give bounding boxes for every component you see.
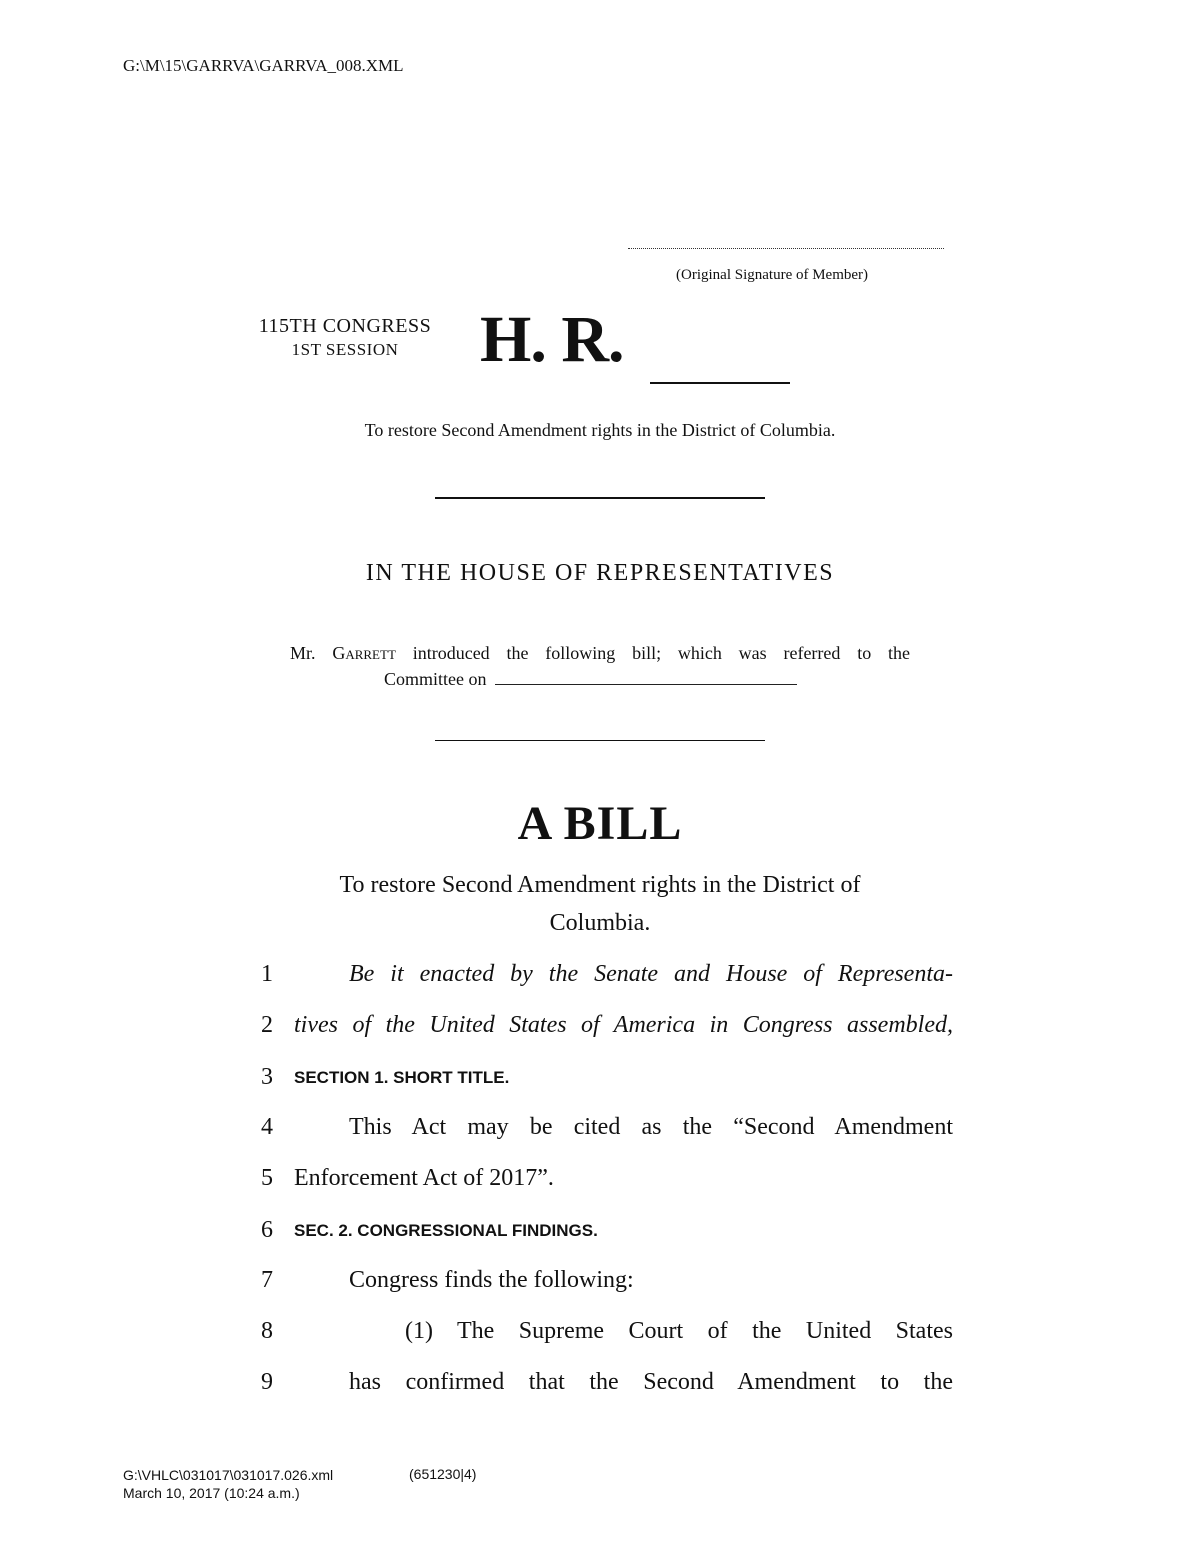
session-label: 1ST SESSION bbox=[291, 340, 399, 359]
enacting-clause-line: tives of the United States of America in Congress assembled, bbox=[294, 1012, 953, 1038]
bill-line bbox=[0, 1217, 1200, 1257]
bill-line bbox=[0, 1012, 1200, 1052]
bill-line bbox=[0, 1318, 1200, 1358]
divider-rule bbox=[435, 740, 765, 741]
introduction-line-1 bbox=[290, 640, 910, 666]
bill-text-line: This Act may be cited as the “Second Amendment bbox=[349, 1114, 953, 1140]
introduction-text bbox=[290, 640, 910, 692]
section-heading: SECTION 1. SHORT TITLE. bbox=[294, 1068, 510, 1087]
bill-line bbox=[0, 1165, 1200, 1205]
introduction-line-2 bbox=[290, 666, 910, 692]
bill-line bbox=[0, 1064, 1200, 1104]
sponsor-name: Garrett bbox=[332, 643, 396, 663]
line-number: 6 bbox=[261, 1217, 273, 1243]
signature-caption: (Original Signature of Member) bbox=[676, 267, 869, 283]
house-heading: IN THE HOUSE OF REPRESENTATIVES bbox=[365, 560, 835, 586]
bill-title-line-1: To restore Second Amendment rights in the District of bbox=[339, 872, 861, 898]
file-path-header: G:\M\15\GARRVA\GARRVA_008.XML bbox=[123, 56, 404, 75]
footer-timestamp: March 10, 2017 (10:24 a.m.) bbox=[123, 1485, 300, 1501]
section-heading: SEC. 2. CONGRESSIONAL FINDINGS. bbox=[294, 1221, 598, 1240]
short-summary: To restore Second Amendment rights in the District of Columbia. bbox=[364, 420, 836, 440]
intro-rest: introduced the following bill; which was referred to the bbox=[412, 643, 911, 663]
hr-bill-label: H. R. bbox=[480, 303, 624, 376]
divider-rule bbox=[435, 497, 765, 499]
bill-text-line: Congress finds the following: bbox=[349, 1267, 634, 1293]
line-number: 8 bbox=[261, 1318, 273, 1344]
signature-line bbox=[628, 236, 944, 249]
footer-file-path: G:\VHLC\031017\031017.026.xml bbox=[123, 1467, 334, 1483]
bill-line bbox=[0, 1369, 1200, 1409]
bill-title-line-2: Columbia. bbox=[549, 910, 651, 936]
footer-document-id: (651230|4) bbox=[409, 1466, 477, 1482]
intro-prefix: Mr. bbox=[290, 643, 316, 663]
committee-label: Committee on bbox=[384, 669, 487, 689]
bill-number-blank bbox=[650, 382, 790, 384]
footer-info bbox=[123, 1466, 333, 1502]
line-number: 5 bbox=[261, 1165, 273, 1191]
bill-line bbox=[0, 961, 1200, 1001]
bill-line bbox=[0, 1267, 1200, 1307]
line-number: 2 bbox=[261, 1012, 273, 1038]
committee-blank bbox=[495, 680, 797, 685]
enacting-clause-line: Be it enacted by the Senate and House of Representa- bbox=[349, 961, 953, 987]
bill-text-line: Enforcement Act of 2017”. bbox=[294, 1165, 554, 1191]
line-number: 7 bbox=[261, 1267, 273, 1293]
bill-heading: A BILL bbox=[517, 797, 683, 850]
congress-session-block bbox=[240, 314, 450, 362]
line-number: 9 bbox=[261, 1369, 273, 1395]
bill-line bbox=[0, 1114, 1200, 1154]
bill-text-line: has confirmed that the Second Amendment to the bbox=[349, 1369, 953, 1395]
bill-title bbox=[286, 866, 914, 942]
congress-label: 115TH CONGRESS bbox=[258, 315, 432, 337]
line-number: 4 bbox=[261, 1114, 273, 1140]
bill-text-line: (1) The Supreme Court of the United States bbox=[405, 1318, 953, 1344]
line-number: 1 bbox=[261, 961, 273, 987]
line-number: 3 bbox=[261, 1064, 273, 1090]
